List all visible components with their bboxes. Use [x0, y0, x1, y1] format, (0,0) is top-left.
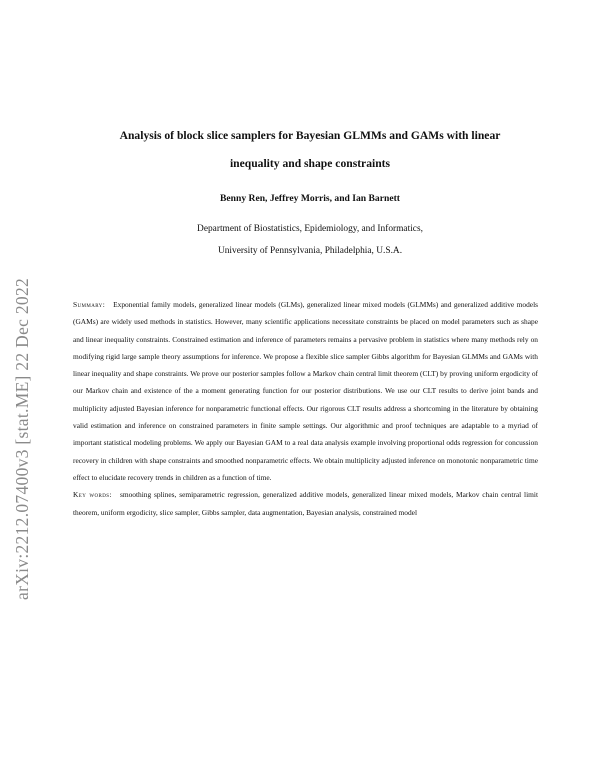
keywords-text: smoothing splines, semiparametric regression, generalized additive models, generalized linear mixed models, Markov chain central limit theorem, uniform ergodicity, slice sampler, Gibbs sampler, data augmentation, Bayesian analysis, constrained model [73, 490, 538, 517]
title-line-1: Analysis of block slice samplers for Bayesian GLMMs and GAMs with linear [119, 129, 501, 142]
paper-title [70, 122, 550, 178]
abstract [73, 296, 538, 521]
affiliation [70, 218, 550, 262]
summary-label: Summary: [73, 300, 106, 309]
author-list: Benny Ren, Jeffrey Morris, and Ian Barnett [220, 193, 400, 204]
arxiv-identifier: arXiv:2212.07400v3 [stat.ME] 22 Dec 2022 [12, 277, 32, 600]
summary-paragraph [73, 296, 538, 486]
keywords-paragraph [73, 486, 538, 521]
title-line-2: inequality and shape constraints [229, 157, 391, 170]
affiliation-line-1: Department of Biostatistics, Epidemiology, and Informatics, [197, 224, 423, 234]
summary-text: Exponential family models, generalized linear models (GLMs), generalized linear mixed models (GLMMs) and generalized additive models (GAMs) are widely used methods in statistics. However, many scientific applications necessitate constraints be placed on model parameters such as shape and linear inequality constraints. Constrained estimation and inference of parameters remains a pervasive problem in statistics where many methods rely on modifying rigid large sample theory assumptions for inference. We propose a flexible slice sampler Gibbs algorithm for Bayesian GLMMs and GAMs with linear inequality and shape constraints. We prove our posterior samples follow a Markov chain central limit theorem (CLT) by proving uniform ergodicity of our Markov chain and existence of the a moment generating function for our posterior distributions. We use our CLT results to derive joint bands and multiplicity adjusted Bayesian inference for nonparametric functional effects. Our rigorous CLT results address a shortcoming in the literature by obtaining valid estimation and inference on constrained parameters in finite sample settings. Our algorithmic and proof techniques are adaptable to a myriad of important statistical modeling problems. We apply our Bayesian GAM to a real data analysis example involving proportional odds regression for concussion recovery in children with shape constraints and smoothed nonparametric effects. We obtain multiplicity adjusted inference on monotonic nonparametric time effect to elucidate recovery trends in children as a function of time. [73, 300, 538, 482]
affiliation-line-2: University of Pennsylvania, Philadelphia, U.S.A. [217, 246, 403, 256]
keywords-label: Key words: [73, 490, 112, 500]
